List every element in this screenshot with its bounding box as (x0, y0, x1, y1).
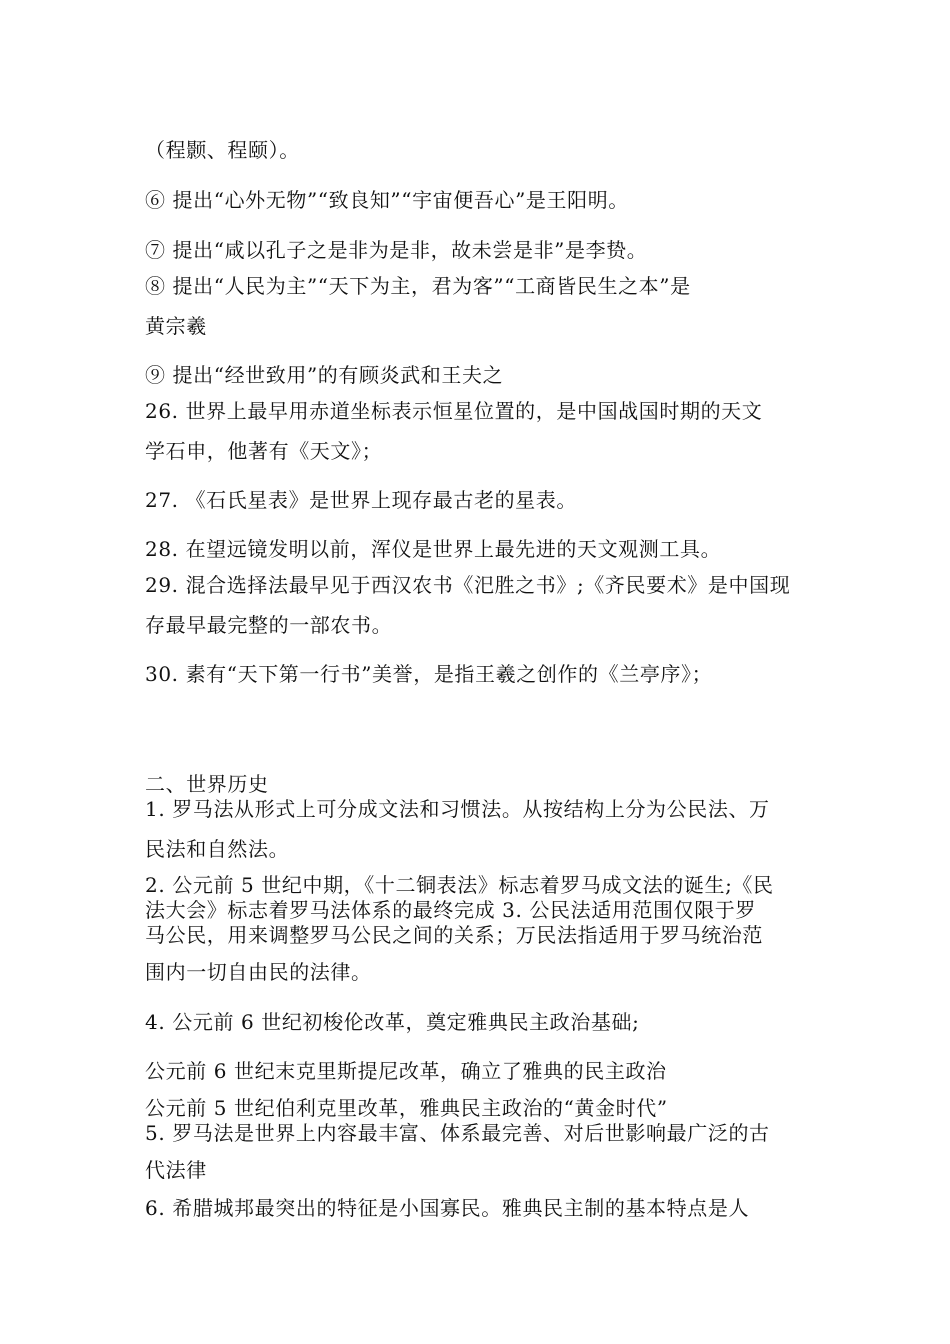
text-line: ⑥ 提出“心外无物”“致良知”“宇宙便吾心”是王阳明。 (145, 188, 629, 212)
text-line: 黄宗羲 (145, 314, 207, 338)
text-line: 28. 在望远镜发明以前，浑仪是世界上最先进的天文观测工具。 (145, 537, 722, 561)
text-line: 6. 希腊城邦最突出的特征是小国寡民。雅典民主制的基本特点是人 (145, 1196, 750, 1220)
text-line: 29. 混合选择法最早见于西汉农书《汜胜之书》;《齐民要术》是中国现 (145, 573, 791, 597)
text-line: 马公民，用来调整罗马公民之间的关系；万民法指适用于罗马统治范 (145, 923, 763, 947)
text-line: 1. 罗马法从形式上可分成文法和习惯法。从按结构上分为公民法、万 (145, 797, 770, 821)
text-line: 2. 公元前 5 世纪中期，《十二铜表法》标志着罗马成文法的诞生;《民 (145, 873, 774, 897)
text-line: （程颢、程颐）。 (145, 138, 300, 162)
text-line: 30. 素有“天下第一行书”美誉，是指王羲之创作的《兰亭序》； (145, 662, 713, 686)
text-line: 5. 罗马法是世界上内容最丰富、体系最完善、对后世影响最广泛的古 (145, 1121, 770, 1145)
text-line: 法大会》标志着罗马法体系的最终完成 3. 公民法适用范围仅限于罗 (145, 898, 756, 922)
text-line: 存最早最完整的一部农书。 (145, 613, 393, 637)
text-line: 学石申，他著有《天文》； (145, 439, 383, 463)
text-line: ⑨ 提出“经世致用”的有顾炎武和王夫之 (145, 363, 504, 387)
text-line: ⑦ 提出“咸以孔子之是非为是非，故未尝是非”是李贽。 (145, 238, 648, 262)
section-heading: 二、世界历史 (145, 772, 269, 796)
text-line: 4. 公元前 6 世纪初梭伦改革，奠定雅典民主政治基础; (145, 1010, 640, 1034)
text-line: 代法律 (145, 1158, 207, 1182)
text-line: 民法和自然法。 (145, 837, 290, 861)
text-line: 26. 世界上最早用赤道坐标表示恒星位置的，是中国战国时期的天文 (145, 399, 763, 423)
text-line: 公元前 6 世纪末克里斯提尼改革，确立了雅典的民主政治 (145, 1059, 667, 1083)
text-line: 围内一切自由民的法律。 (145, 960, 372, 984)
text-line: 27. 《石氏星表》是世界上现存最古老的星表。 (145, 488, 577, 512)
text-line: 公元前 5 世纪伯利克里改革，雅典民主政治的“黄金时代” (145, 1096, 668, 1120)
text-line: ⑧ 提出“人民为主”“天下为主，君为客”“工商皆民生之本”是 (145, 274, 691, 298)
